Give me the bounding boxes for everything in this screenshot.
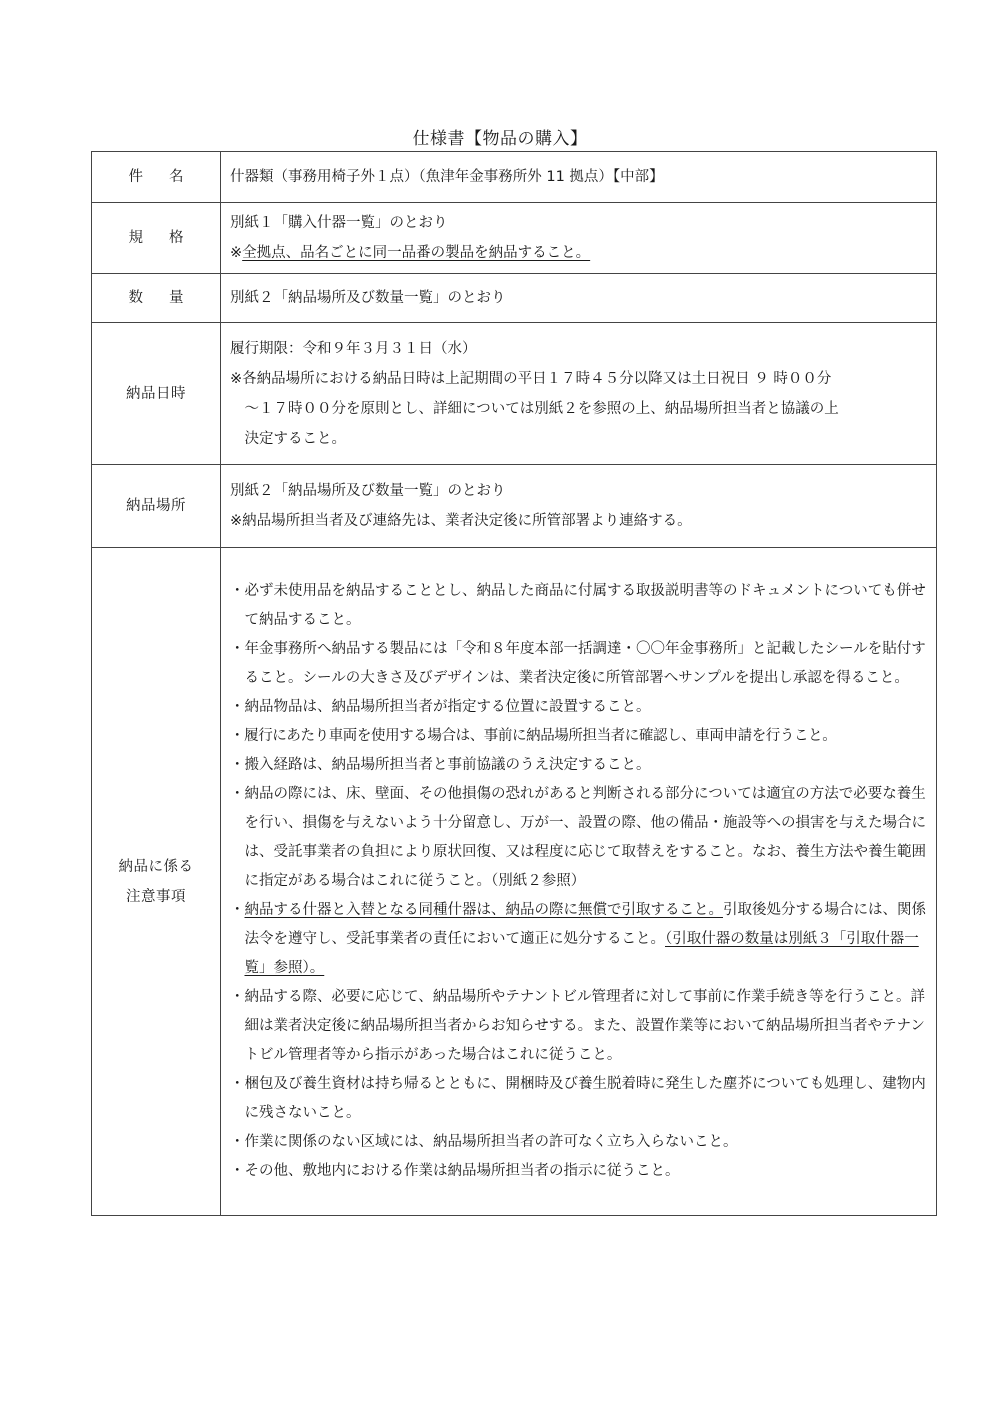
note-item: ・作業に関係のない区域には、納品場所担当者の許可なく立ち入らないこと。 [230, 1134, 738, 1150]
row-subject [92, 152, 937, 203]
subject-text: 什器類（事務用椅子外１点）（魚津年金事務所外 11 拠点）【中部】 [230, 169, 664, 185]
label-delivery-place: 納品場所 [92, 465, 221, 548]
delivery-deadline: 履行期限：令和９年３月３１日（水） [230, 340, 477, 357]
value-quantity [221, 274, 937, 323]
note-withdrawal-text: 引取後処分する場合には、関係法令を遵守し、受託事業者の責任において適正に処分すること。 [244, 902, 926, 947]
spec-table [91, 151, 937, 1216]
value-notes [221, 548, 937, 1216]
label-subject [92, 152, 221, 203]
row-spec [92, 203, 937, 274]
note-item: ・搬入経路は、納品場所担当者と事前協議のうえ決定すること。 [230, 757, 651, 773]
spec-line2 [230, 238, 928, 268]
delivery-note-line3: 決定すること。 [244, 430, 346, 447]
note-item: ・必ず未使用品を納品することとし、納品した商品に付属する取扱説明書等のドキュメントについても併せて納品すること。 [230, 583, 926, 628]
note-item: ・納品の際には、床、壁面、その他損傷の恐れがあると判断される部分については適宜の方法で必要な養生を行い、損傷を与えないよう十分留意し、万が一、設置の際、他の備品・施設等への損害を与えた場合には、受託事業者の負担により原状回復、又は程度に応じて取替えをすること。なお、養生方法や養生範囲に指定がある場合はこれに従うこと。（別紙２参照） [230, 786, 926, 889]
delivery-place-line1: 別紙２「納品場所及び数量一覧」のとおり [230, 483, 506, 499]
label-notes-line1: 納品に係る [118, 858, 194, 875]
note-item: ・梱包及び養生資材は持ち帰るとともに、開梱時及び養生脱着時に発生した塵芥についても処理し、建物内に残さないこと。 [230, 1076, 926, 1121]
row-delivery-place [92, 465, 937, 548]
value-spec [221, 203, 937, 274]
delivery-note-line2: ～１７時００分を原則とし、詳細については別紙２を参照の上、納品場所担当者と協議の上 [244, 400, 839, 417]
spec-line1: 別紙１「購入什器一覧」のとおり [230, 215, 448, 231]
note-withdrawal-underlined: 納品する什器と入替となる同種什器は、納品の際に無償で引取すること。 [244, 902, 723, 918]
document-title: 仕様書【物品の購入】 [412, 129, 588, 149]
note-item: ・その他、敷地内における作業は納品場所担当者の指示に従うこと。 [230, 1163, 680, 1179]
spec-note-mark: ※ [230, 245, 243, 261]
row-quantity [92, 274, 937, 323]
note-item-withdrawal [230, 896, 928, 983]
row-notes [92, 548, 937, 1216]
label-delivery-date: 納品日時 [92, 323, 221, 465]
delivery-note-line1: ※各納品場所における納品日時は上記期間の平日１７時４５分以降又は土日祝日 ９ 時００分 [230, 370, 832, 387]
note-item: ・年金事務所へ納品する製品には「令和８年度本部一括調達・〇〇年金事務所」と記載したシールを貼付すること。シールの大きさ及びデザインは、業者決定後に所管部署へサンプルを提出し承認を得ること。 [230, 641, 926, 686]
spec-note-underlined: 全拠点、品名ごとに同一品番の製品を納品すること。 [242, 245, 591, 261]
note-withdrawal-reference: （引取什器の数量は別紙３「引取什器一覧」参照）。 [244, 931, 919, 976]
label-spec [92, 203, 221, 274]
delivery-place-line2: ※納品場所担当者及び連絡先は、業者決定後に所管部署より連絡する。 [230, 513, 692, 529]
label-subject-text: 件名 [128, 169, 210, 185]
quantity-text: 別紙２「納品場所及び数量一覧」のとおり [230, 290, 506, 306]
note-item: ・履行にあたり車両を使用する場合は、事前に納品場所担当者に確認し、車両申請を行うこと。 [230, 728, 837, 744]
label-quantity-text: 数量 [128, 290, 210, 306]
label-quantity [92, 274, 221, 323]
note-bullet: ・ [230, 902, 245, 918]
note-item: ・納品する際、必要に応じて、納品場所やテナントビル管理者に対して事前に作業手続き等を行うこと。詳細は業者決定後に納品場所担当者からお知らせする。また、設置作業等において納品場所担当者やテナントビル管理者等から指示があった場合はこれに従うこと。 [230, 989, 925, 1063]
label-notes-line2: 注意事項 [126, 888, 186, 905]
note-item: ・納品物品は、納品場所担当者が指定する位置に設置すること。 [230, 699, 651, 715]
label-notes [92, 548, 221, 1216]
value-delivery-date [221, 323, 937, 465]
label-spec-text: 規格 [128, 230, 210, 246]
value-subject [221, 152, 937, 203]
value-delivery-place [221, 465, 937, 548]
row-delivery-date [92, 323, 937, 465]
